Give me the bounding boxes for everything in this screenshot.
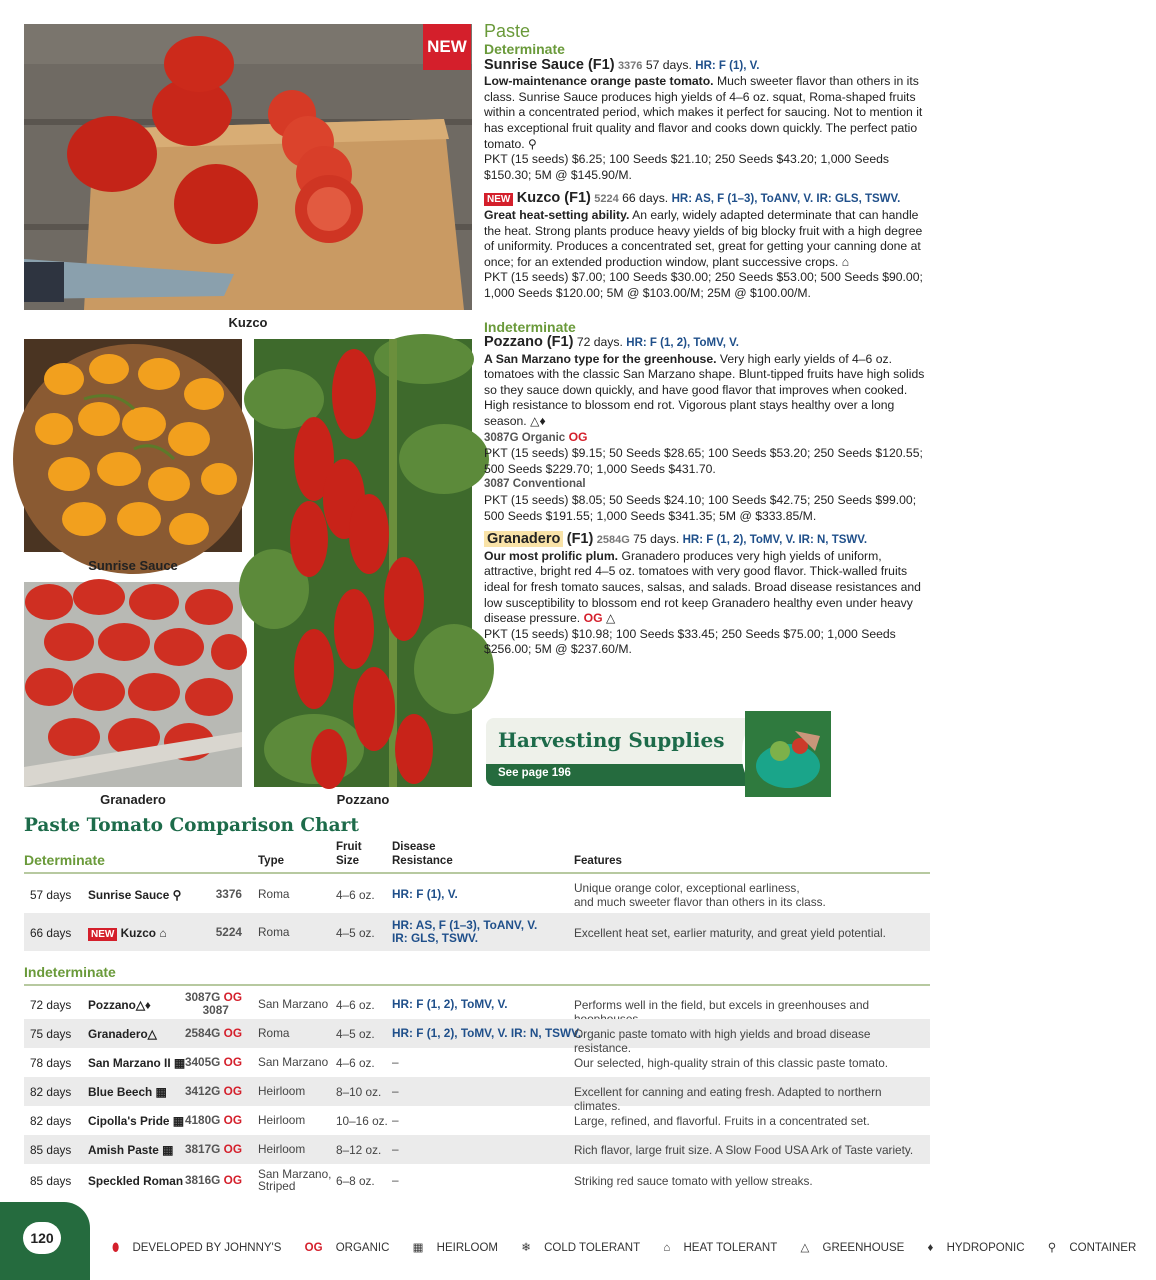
cell-days: 78 days: [30, 1056, 72, 1070]
banner-link[interactable]: See page 196: [498, 767, 571, 779]
heat-tolerant-icon: ⌂: [159, 926, 167, 940]
table-row: [24, 1106, 930, 1135]
greenhouse-icon: △: [800, 1242, 810, 1254]
determinate-heading: Determinate: [484, 41, 565, 57]
organic-icon: OG: [583, 611, 603, 626]
table-row: [24, 989, 930, 1019]
product-code: 3376: [617, 59, 643, 72]
container-icon: ⚲: [172, 888, 182, 902]
cell-size: 10–16 oz.: [336, 1114, 388, 1128]
table-row: [24, 877, 930, 913]
header-resistance: Resistance: [392, 855, 453, 867]
product-name: Kuzco (F1): [516, 190, 591, 207]
page-number: 120: [23, 1222, 61, 1254]
greenhouse-icon: △: [530, 414, 540, 429]
cell-code: 3816G OG: [184, 1173, 242, 1187]
product-days: 75 days.: [633, 532, 680, 547]
product-price: PKT (15 seeds) $7.00; 100 Seeds $30.00; 250 Seeds $53.00; 500 Seeds $90.00; 1,000 Seeds $120.00; 5M @ $103.00/M; 25M @ $100.00/M.: [484, 270, 923, 300]
indeterminate-heading: Indeterminate: [484, 318, 576, 335]
product-kuzco: [484, 191, 930, 301]
product-description: Much sweeter flavor than others in its class. Sunrise Sauce produces high yields of 4–6 oz. squat, Roma-shaped fruits within a concentrated period, which makes it perfect for saucing. Not to mention it has exceptional fruit quality and flavor and cooks down quickly. The perfect patio tomato.: [484, 74, 923, 151]
cell-type: San Marzano: [258, 997, 329, 1011]
product-pozzano: [484, 335, 930, 524]
cell-name: Sunrise Sauce ⚲: [88, 888, 182, 902]
legend-container: ⚲ CONTAINER: [1047, 1242, 1137, 1254]
hydroponic-icon: ♦: [539, 414, 546, 429]
header-disease: Disease: [392, 841, 436, 853]
product-granadero: [484, 532, 930, 658]
product-code: 5224: [594, 193, 619, 206]
header-features: Features: [574, 855, 622, 867]
cell-disease: HR: F (1), V.: [392, 887, 458, 901]
table-row: [24, 913, 930, 951]
legend-organic: OG ORGANIC: [304, 1242, 390, 1254]
organic-label: 3087G Organic: [484, 431, 566, 444]
cell-name: Blue Beech ▦: [88, 1085, 167, 1099]
heirloom-icon: ▦: [162, 1143, 174, 1157]
cell-disease: HR: AS, F (1–3), ToANV, V. IR: GLS, TSWV.: [392, 918, 538, 945]
product-name: Pozzano (F1): [484, 334, 574, 351]
cell-days: 75 days: [30, 1027, 72, 1041]
product-lead: Great heat-setting ability.: [484, 207, 630, 222]
harvesting-supplies-banner[interactable]: [486, 718, 786, 788]
cell-code: 3087G OG 3087: [184, 990, 242, 1017]
cell-name: Speckled Roman: [88, 1174, 184, 1188]
cell-size: 4–6 oz.: [336, 888, 375, 902]
cell-days: 72 days: [30, 998, 72, 1012]
cell-type: Roma: [258, 887, 290, 901]
cell-name: San Marzano II ▦: [88, 1056, 186, 1070]
cell-code: 3405G OG: [184, 1055, 242, 1069]
cell-features: Our selected, high-quality strain of this classic paste tomato.: [574, 1056, 889, 1070]
table-row: [24, 1135, 930, 1164]
header-size: Size: [336, 855, 360, 867]
disease-resistance: HR: F (1), V.: [695, 59, 760, 72]
cell-features: Large, refined, and flavorful. Fruits in a concentrated set.: [574, 1114, 870, 1128]
table-row: [24, 1077, 930, 1113]
greenhouse-icon: △: [605, 611, 616, 626]
harvest-basket-image: [742, 708, 834, 800]
cell-type: Heirloom: [258, 1113, 306, 1127]
product-code: 2584G: [596, 534, 630, 547]
granadero-photo: [24, 582, 242, 787]
banner-title: Harvesting Supplies: [498, 728, 725, 752]
indeterminate-divider: [24, 984, 930, 986]
cell-size: 6–8 oz.: [336, 1174, 375, 1188]
product-suffix: (F1): [566, 531, 594, 548]
cell-features: Excellent heat set, earlier maturity, and great yield potential.: [574, 926, 886, 940]
header-type: Type: [258, 855, 284, 867]
table-row: [24, 1048, 930, 1077]
photo-caption-granadero: Granadero: [100, 792, 166, 807]
heirloom-icon: ▦: [172, 1114, 184, 1128]
cell-type: Heirloom: [258, 1084, 306, 1098]
chart-determinate-label: Determinate: [24, 852, 105, 868]
chart-title: Paste Tomato Comparison Chart: [24, 815, 359, 836]
cell-type: Roma: [258, 1026, 290, 1040]
legend-heat: ⌂ HEAT TOLERANT: [663, 1242, 778, 1254]
heirloom-icon: ▦: [155, 1085, 167, 1099]
cell-disease: –: [392, 1055, 399, 1069]
cell-size: 8–10 oz.: [336, 1085, 382, 1099]
product-column: [484, 20, 930, 666]
legend-greenhouse: △ GREENHOUSE: [800, 1242, 905, 1254]
cell-size: 4–6 oz.: [336, 1056, 375, 1070]
legend-hydroponic: ♦ HYDROPONIC: [927, 1242, 1025, 1254]
cell-code: 4180G OG: [184, 1113, 242, 1127]
cell-type: San Marzano: [258, 1055, 329, 1069]
conventional-label: 3087 Conventional: [484, 478, 586, 491]
cell-features: Organic paste tomato with high yields and broad disease resistance.: [574, 1027, 871, 1055]
container-icon: ⚲: [1047, 1242, 1057, 1254]
new-badge: NEW: [88, 928, 117, 941]
greenhouse-icon: △: [147, 1027, 157, 1041]
cell-days: 66 days: [30, 926, 72, 940]
product-days: 57 days.: [645, 57, 692, 72]
cell-size: 4–6 oz.: [336, 998, 375, 1012]
product-days: 66 days.: [622, 191, 669, 206]
organic-price: PKT (15 seeds) $9.15; 50 Seeds $28.65; 100 Seeds $53.20; 250 Seeds $120.55; 500 Seeds $229.70; 1,000 Seeds $431.70.: [484, 446, 923, 476]
cell-code: 5224: [215, 925, 242, 939]
cell-days: 85 days: [30, 1174, 72, 1188]
heirloom-icon: ▦: [412, 1242, 424, 1254]
cell-disease: HR: F (1, 2), ToMV, V. IR: N, TSWV.: [392, 1026, 582, 1040]
cell-code: 3412G OG: [184, 1084, 242, 1098]
disease-resistance: HR: AS, F (1–3), ToANV, V. IR: GLS, TSWV.: [671, 193, 901, 206]
cell-code: 2584G OG: [184, 1026, 242, 1040]
product-price: PKT (15 seeds) $6.25; 100 Seeds $21.10; 250 Seeds $43.20; 1,000 Seeds $150.30; 5M @ $145.90/M.: [484, 152, 889, 182]
photo-caption-pozzano: Pozzano: [336, 792, 390, 807]
cell-type: San Marzano, Striped: [258, 1167, 332, 1193]
cell-size: 8–12 oz.: [336, 1143, 382, 1157]
legend-heirloom: ▦ HEIRLOOM: [412, 1242, 499, 1254]
header-fruit: Fruit: [336, 841, 362, 853]
legend-cold: ❄ COLD TOLERANT: [521, 1242, 641, 1254]
cell-disease: –: [392, 1142, 399, 1156]
header-divider: [24, 872, 930, 874]
cell-code: 3817G OG: [184, 1142, 242, 1156]
disease-resistance: HR: F (1, 2), ToMV, V. IR: N, TSWV.: [682, 534, 868, 547]
cell-size: 4–5 oz.: [336, 926, 375, 940]
greenhouse-hydroponic-icon: △♦: [135, 998, 151, 1012]
icon-legend: [112, 1240, 1156, 1255]
heat-tolerant-icon: ⌂: [663, 1242, 671, 1254]
heirloom-icon: ▦: [173, 1056, 186, 1070]
product-lead: A San Marzano type for the greenhouse.: [484, 351, 717, 366]
cell-features: Performs well in the field, but excels in greenhouses and: [574, 998, 870, 1012]
product-lead: Our most prolific plum.: [484, 548, 619, 563]
product-description: An early, widely adapted determinate that can handle the heat. Strong plants produce heavy yields of big blocky fruit with a high degree of uniformity. Produces a concentrated set, great for getting your canning done at once; for an extended production window, plant successive crops.: [484, 207, 923, 269]
organic-icon: OG: [304, 1242, 323, 1254]
product-days: 72 days.: [576, 335, 623, 350]
chart-indeterminate-label: Indeterminate: [24, 964, 116, 980]
kuzco-photo: [24, 24, 472, 310]
cell-name: NEW Kuzco ⌂: [88, 926, 166, 940]
cell-disease: HR: F (1, 2), ToMV, V.: [392, 997, 508, 1011]
cell-disease: –: [392, 1173, 399, 1187]
cell-type: Heirloom: [258, 1142, 306, 1156]
cell-days: 85 days: [30, 1143, 72, 1157]
cell-type: Roma: [258, 925, 290, 939]
photo-caption-kuzco: Kuzco: [228, 315, 268, 330]
product-price: PKT (15 seeds) $10.98; 100 Seeds $33.45; 250 Seeds $75.00; 1,000 Seeds $256.00; 5M @ $237.60/M.: [484, 626, 896, 657]
table-row: [24, 1019, 930, 1055]
product-description: Granadero produces very high yields of uniform, attractive, bright red 4–5 oz. tomatoes with very good flavor. Thick-walled fruits ideal for fresh tomato sauces, salsas, and salads. Broad disease resistances and low susceptibility to blossom end rot keep Granadero healthy even under heavy disease pressure.: [484, 548, 921, 626]
container-icon: ⚲: [528, 136, 537, 151]
cell-disease: –: [392, 1084, 399, 1098]
table-row: [24, 1164, 930, 1197]
cell-days: 82 days: [30, 1085, 72, 1099]
cell-disease: –: [392, 1113, 399, 1127]
hydroponic-icon: ♦: [927, 1242, 934, 1254]
product-lead: Low-maintenance orange paste tomato.: [484, 74, 714, 89]
cell-features: Excellent for canning and eating fresh. Adapted to northern climates.: [574, 1085, 882, 1113]
photo-caption-sunrise-sauce: Sunrise Sauce: [88, 558, 178, 573]
product-name: Granadero: [484, 531, 563, 547]
section-title: Paste: [484, 21, 531, 41]
sunrise-sauce-photo: [24, 339, 242, 552]
disease-resistance: HR: F (1, 2), ToMV, V.: [626, 337, 739, 350]
cell-name: Pozzano△♦: [88, 998, 151, 1012]
cell-days: 82 days: [30, 1114, 72, 1128]
cell-name: Amish Paste ▦: [88, 1143, 174, 1157]
new-badge: NEW: [484, 193, 513, 206]
product-description: Very high early yields of 4–6 oz. tomatoes with the classic San Marzano shape. Blunt-tipped fruits have high solids so they sauce down quickly, and have good flavor that improves when cooked. High resistance to blossom end rot. Vigorous plant stays healthy over a long season.: [484, 351, 925, 429]
legend-developed: ⬮ DEVELOPED BY JOHNNY'S: [112, 1242, 282, 1254]
conventional-price: PKT (15 seeds) $8.05; 50 Seeds $24.10; 100 Seeds $42.75; 250 Seeds $99.00; 500 Seeds $191.55; 1,000 Seeds $341.35; 5M @ $333.85/M.: [484, 493, 917, 523]
cell-name: Granadero△: [88, 1027, 157, 1041]
cell-features: Unique orange color, exceptional earliness, and much sweeter flavor than others in its class.: [574, 881, 826, 909]
cell-features: Rich flavor, large fruit size. A Slow Food USA Ark of Taste variety.: [574, 1143, 914, 1157]
cell-name: Cipolla's Pride ▦: [88, 1114, 184, 1128]
cell-days: 57 days: [30, 888, 72, 902]
snowflake-icon: ❄: [521, 1242, 531, 1254]
cell-code: 3376: [215, 887, 242, 901]
product-name: Sunrise Sauce (F1): [484, 56, 615, 73]
cell-size: 4–5 oz.: [336, 1027, 375, 1041]
johnnys-seed-icon: ⬮: [112, 1242, 120, 1254]
pozzano-photo: [254, 339, 472, 787]
heat-tolerant-icon: ⌂: [841, 254, 850, 269]
cell-features: Striking red sauce tomato with yellow streaks.: [574, 1174, 813, 1188]
new-badge: NEW: [423, 24, 471, 70]
organic-icon: OG: [568, 429, 588, 444]
product-sunrise-sauce: [484, 58, 930, 184]
